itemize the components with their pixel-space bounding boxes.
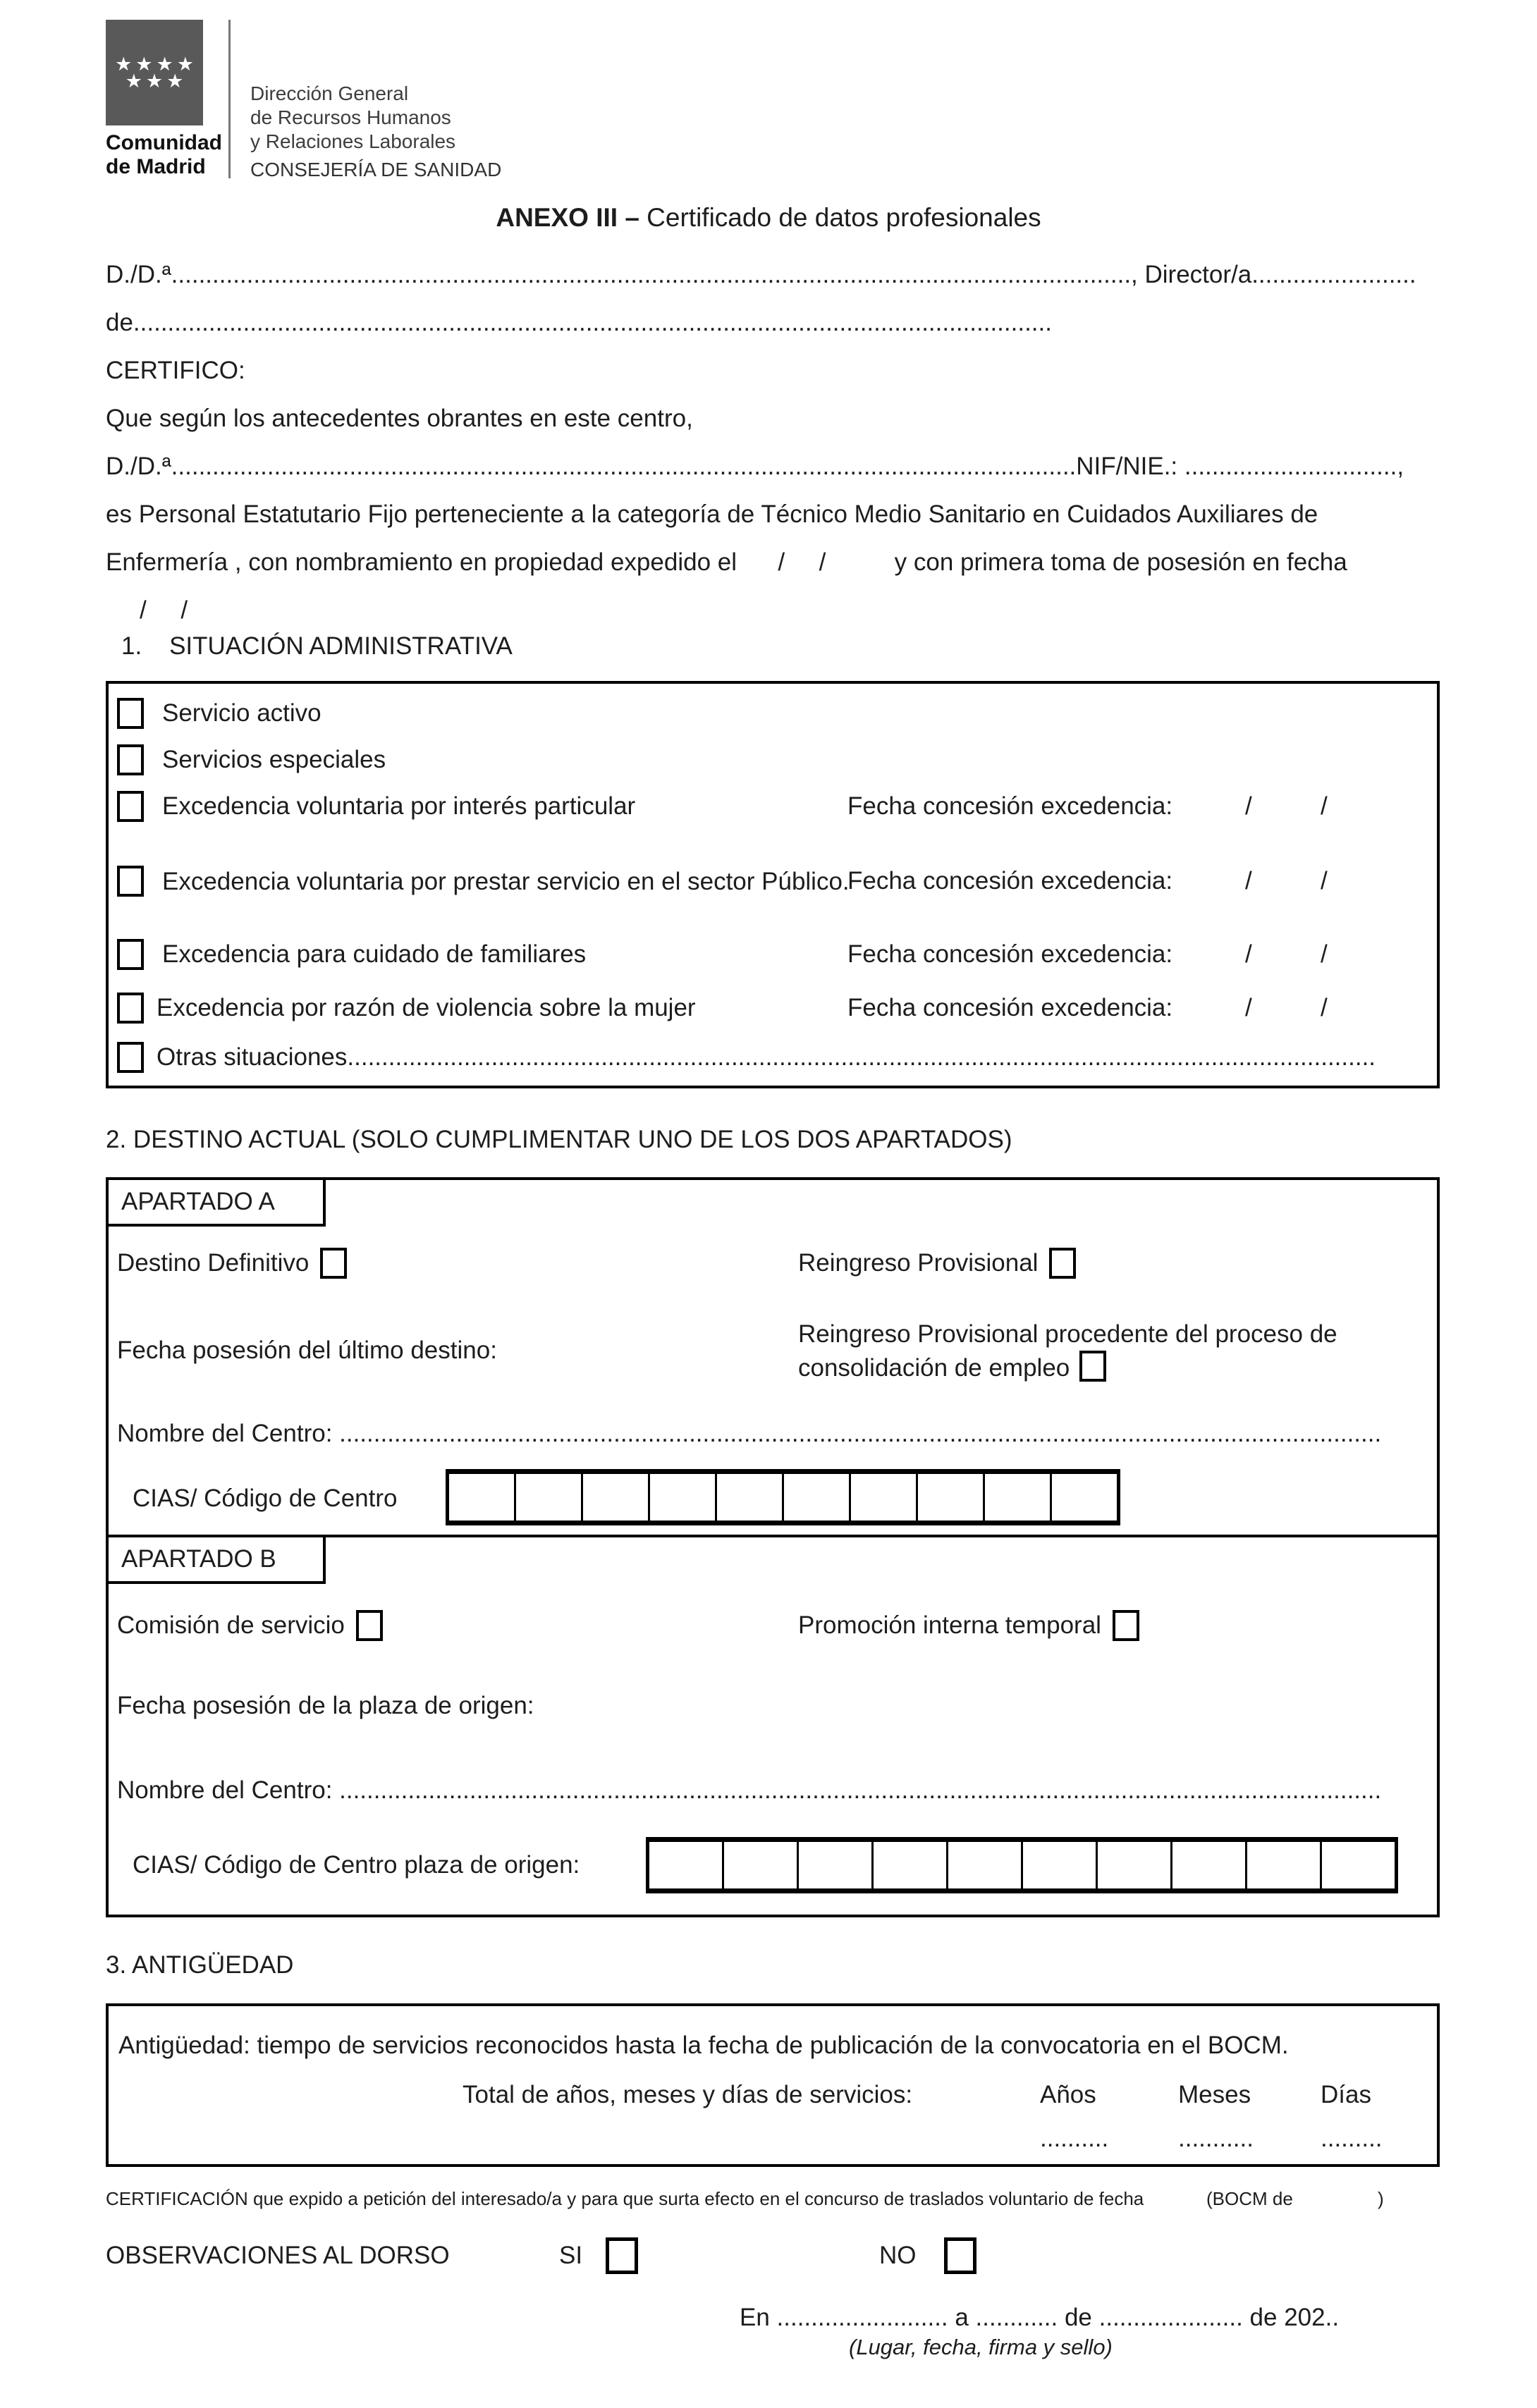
cias-cell[interactable]	[516, 1474, 583, 1521]
cias-codigo-centro-grid	[446, 1469, 1120, 1525]
excedencia-violencia-checkbox[interactable]	[117, 993, 144, 1024]
cias-cell[interactable]	[583, 1474, 650, 1521]
otras-situaciones-label: Otras situaciones......................................................................................................................................................	[157, 1043, 1376, 1071]
section2-heading: 2. DESTINO ACTUAL (SOLO CUMPLIMENTAR UNO DE LOS DOS APARTADOS)	[106, 1126, 1012, 1153]
madrid-flag-icon	[106, 20, 203, 125]
promocion-interna-field	[798, 1610, 1139, 1641]
fecha-posesion-ultimo-destino-label: Fecha posesión del último destino:	[117, 1337, 497, 1364]
stars-row-1: ★★★★	[115, 54, 197, 75]
department-name: CONSEJERÍA DE SANIDAD	[250, 159, 502, 180]
cias-cell[interactable]	[1023, 1842, 1098, 1888]
row-excedencia-sector-publico	[117, 866, 1431, 898]
no-checkbox[interactable]	[944, 2237, 976, 2274]
region-name	[106, 131, 222, 179]
fecha-concesion-slashes: / /	[1245, 940, 1328, 968]
nombre-centro-b-label: Nombre del Centro: ........................................................................................................................................................	[117, 1776, 1382, 1804]
excedencia-interes-label: Excedencia voluntaria por interés particular	[162, 792, 636, 820]
section3-heading: 3. ANTIGÜEDAD	[106, 1951, 294, 1979]
excedencia-familiares-label: Excedencia para cuidado de familiares	[162, 940, 587, 968]
row-servicio-activo	[117, 698, 1431, 729]
observaciones-label: OBSERVACIONES AL DORSO	[106, 2242, 450, 2269]
row-servicios-especiales	[117, 744, 1431, 775]
cias-cell[interactable]	[1052, 1474, 1117, 1521]
intro-line-categoria: es Personal Estatutario Fijo perteneciente a la categoría de Técnico Medio Sanitario en Cuidados Auxiliares de	[106, 500, 1318, 528]
nombre-centro-a-label: Nombre del Centro: ........................................................................................................................................................	[117, 1420, 1382, 1447]
cias-cell[interactable]	[784, 1474, 851, 1521]
cias-cell[interactable]	[650, 1474, 717, 1521]
comision-servicio-label: Comisión de servicio	[117, 1611, 345, 1639]
otras-situaciones-checkbox[interactable]	[117, 1042, 144, 1073]
cias-cell[interactable]	[874, 1842, 948, 1888]
signature-note: (Lugar, fecha, firma y sello)	[849, 2335, 1113, 2359]
reingreso-consolidacion-field	[798, 1318, 1397, 1384]
reingreso-consolidacion-label: Reingreso Provisional procedente del proceso de consolidación de empleo	[798, 1320, 1337, 1382]
si-label: SI	[559, 2242, 583, 2269]
total-servicios-label: Total de años, meses y días de servicios:	[463, 2081, 913, 2108]
reingreso-provisional-field	[798, 1248, 1076, 1279]
page-title-bold: ANEXO III –	[496, 203, 639, 232]
row-excedencia-violencia	[117, 993, 1431, 1024]
fecha-concesion-slashes: / /	[1245, 792, 1328, 820]
region-name-line2: de Madrid	[106, 155, 206, 178]
cias-cell[interactable]	[799, 1842, 874, 1888]
meses-value-dots: ...........	[1178, 2125, 1254, 2152]
intro-paragraph	[106, 251, 1441, 634]
destino-definitivo-field	[117, 1248, 347, 1279]
fecha-concesion-slashes: / /	[1245, 867, 1328, 895]
col-header-dias: Días	[1321, 2081, 1371, 2108]
col-header-meses: Meses	[1178, 2081, 1251, 2108]
page-title	[0, 203, 1537, 233]
intro-line-nif: D./D.ª....................................................................................................................................NIF/NIE.: ...............................,	[106, 453, 1404, 480]
excedencia-interes-checkbox[interactable]	[117, 791, 144, 822]
destino-definitivo-checkbox[interactable]	[320, 1248, 347, 1279]
fecha-concesion-label: Fecha concesión excedencia:	[847, 994, 1173, 1021]
cias-cell[interactable]	[1247, 1842, 1322, 1888]
reingreso-consolidacion-checkbox[interactable]	[1079, 1351, 1106, 1382]
comunidad-madrid-logo	[106, 20, 222, 179]
cias-plaza-origen-grid	[646, 1837, 1398, 1893]
fecha-concesion-label: Fecha concesión excedencia:	[847, 867, 1173, 895]
cias-cell[interactable]	[948, 1842, 1023, 1888]
reingreso-provisional-label: Reingreso Provisional	[798, 1249, 1039, 1277]
promocion-interna-label: Promoción interna temporal	[798, 1611, 1101, 1639]
intro-line-de: de......................................................................................................................................	[106, 309, 1052, 336]
excedencia-sector-publico-label: Excedencia voluntaria por prestar servicio en el sector Público.	[162, 868, 850, 895]
bocm-open-label: (BOCM de	[1206, 2188, 1293, 2209]
antiguedad-description: Antigüedad: tiempo de servicios reconocidos hasta la fecha de publicación de la convocatoria en el BOCM.	[118, 2032, 1289, 2059]
excedencia-violencia-label: Excedencia por razón de violencia sobre la mujer	[157, 994, 696, 1021]
org-line: de Recursos Humanos	[250, 106, 451, 128]
cias-cell[interactable]	[724, 1842, 799, 1888]
certificacion-line	[106, 2188, 1445, 2210]
fecha-posesion-plaza-origen-label: Fecha posesión de la plaza de origen:	[117, 1692, 534, 1719]
reingreso-provisional-checkbox[interactable]	[1049, 1248, 1076, 1279]
promocion-interna-checkbox[interactable]	[1113, 1610, 1139, 1641]
excedencia-sector-publico-checkbox[interactable]	[117, 866, 144, 897]
si-checkbox[interactable]	[606, 2237, 638, 2274]
servicios-especiales-label: Servicios especiales	[162, 746, 386, 773]
cias-cell[interactable]	[1098, 1842, 1172, 1888]
fecha-concesion-label: Fecha concesión excedencia:	[847, 940, 1173, 968]
cias-cell[interactable]	[717, 1474, 784, 1521]
col-header-anos: Años	[1040, 2081, 1096, 2108]
region-name-line1: Comunidad	[106, 131, 222, 154]
cias-cell[interactable]	[649, 1842, 724, 1888]
servicio-activo-checkbox[interactable]	[117, 698, 144, 729]
fecha-concesion-label: Fecha concesión excedencia:	[847, 792, 1173, 820]
madrid-logo-header	[106, 20, 501, 182]
apartado-a-label: APARTADO A	[121, 1188, 275, 1215]
fecha-concesion-slashes: / /	[1245, 994, 1328, 1021]
cias-cell[interactable]	[851, 1474, 918, 1521]
comision-servicio-checkbox[interactable]	[356, 1610, 383, 1641]
cias-cell[interactable]	[918, 1474, 985, 1521]
cias-plaza-origen-label: CIAS/ Código de Centro plaza de origen:	[133, 1851, 580, 1879]
section2-box	[106, 1177, 1440, 1917]
cias-cell[interactable]	[1172, 1842, 1247, 1888]
bocm-close-label: )	[1378, 2188, 1384, 2209]
intro-line-nombramiento: Enfermería , con nombramiento en propiedad expedido el / / y con primera toma de posesión en fecha	[106, 548, 1347, 576]
place-date-line: En ......................... a ............ de ..................... de 202..	[740, 2304, 1340, 2331]
servicios-especiales-checkbox[interactable]	[117, 744, 144, 775]
section3-box	[106, 2003, 1440, 2167]
row-excedencia-interes	[117, 791, 1431, 822]
observaciones-row	[106, 2242, 1234, 2287]
stars-row-2: ★★★	[125, 70, 188, 92]
intro-line-fecha-posesion: / /	[140, 596, 188, 624]
servicio-activo-label: Servicio activo	[162, 699, 322, 727]
intro-line-antecedentes: Que según los antecedentes obrantes en este centro,	[106, 405, 693, 432]
excedencia-familiares-checkbox[interactable]	[117, 939, 144, 970]
org-line: y Relaciones Laborales	[250, 130, 456, 152]
apartado-b-label: APARTADO B	[121, 1545, 276, 1573]
cias-cell[interactable]	[449, 1474, 516, 1521]
page-title-rest: Certificado de datos profesionales	[639, 203, 1041, 232]
apartado-a-tab	[106, 1177, 326, 1227]
cias-cell[interactable]	[985, 1474, 1052, 1521]
row-otras-situaciones	[117, 1042, 1431, 1073]
cias-codigo-centro-label: CIAS/ Código de Centro	[133, 1485, 398, 1512]
apartado-b-tab	[106, 1535, 326, 1584]
dias-value-dots: .........	[1321, 2125, 1383, 2152]
no-label: NO	[879, 2242, 917, 2269]
intro-line-certifico: CERTIFICO:	[106, 357, 245, 384]
certificacion-text: CERTIFICACIÓN que expido a petición del interesado/a y para que surta efecto en el concurso de traslados voluntario de fecha	[106, 2188, 1144, 2209]
comision-servicio-field	[117, 1610, 383, 1641]
destino-definitivo-label: Destino Definitivo	[117, 1249, 310, 1277]
intro-line-director: D./D.ª............................................................................................................................................, Director/a........................	[106, 261, 1416, 288]
org-block	[250, 20, 501, 182]
section1-heading: 1. SITUACIÓN ADMINISTRATIVA	[121, 632, 513, 660]
row-excedencia-familiares	[117, 939, 1431, 970]
section1-box	[106, 681, 1440, 1088]
org-line: Dirección General	[250, 82, 409, 104]
cias-cell[interactable]	[1322, 1842, 1395, 1888]
anos-value-dots: ..........	[1040, 2125, 1109, 2152]
logo-divider	[228, 20, 231, 178]
